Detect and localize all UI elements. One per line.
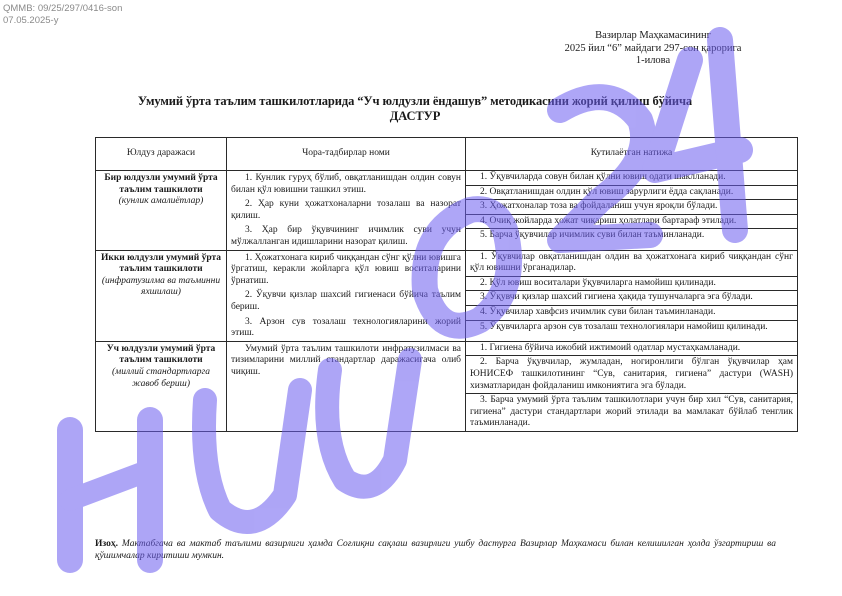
level-cell [96, 171, 227, 251]
header-measures: Чора-тадбирлар номи [227, 138, 466, 171]
measure-item: 3. Ҳар бир ўқувчининг ичимлик суви учун мўлжалланган идишларини назорат қилиш. [231, 225, 461, 247]
table-header-row [96, 138, 798, 171]
outcome-item: 2. Қўл ювиш воситалари ўқувчиларга намойиш қилинади. [466, 277, 797, 292]
measure-item: 2. Ҳар куни ҳожатхоналарни тозалаш ва назорат қилиш. [231, 199, 461, 221]
outcome-item: 4. Очиқ жойларда ҳожат чиқариш ҳолатлари бартараф этилади. [466, 215, 797, 230]
outcome-item: 5. Барча ўқувчилар ичимлик суви билан таъминланади. [480, 230, 705, 241]
table-row-one-star [96, 171, 798, 251]
stamp-line-1: QMMB: 09/25/297/0416-son [3, 3, 123, 14]
header-level: Юлдуз даражаси [96, 138, 227, 171]
level-name: Бир юлдузли умумий ўрта таълим ташкилоти [104, 173, 218, 195]
measures-cell [227, 250, 466, 341]
measure-item: Умумий ўрта таълим ташкилоти инфратузилмаси ва тизимларини миллий стандартлар даражасигача олиб чиқиш. [231, 343, 461, 377]
approval-line-2: 2025 йил “6” майдаги 297-сон қарорига [564, 42, 742, 54]
level-name: Икки юлдузли умумий ўрта таълим ташкилоти [100, 252, 222, 275]
measures-cell [227, 171, 466, 251]
outcome-item: 1. Ўқувчилар овқатланишдан олдин ва ҳожатхонага кириб чиққандан сўнг қўл ювишни ўрганадилар. [466, 251, 797, 277]
level-cell [96, 341, 227, 431]
outcome-item: 2. Овқатланишдан олдин қўл ювиш зарурлиги ёдда сақланади. [466, 186, 797, 201]
outcome-item: 1. Ўқувчиларда совун билан қўлни ювиш одати шаклланади. [466, 171, 797, 186]
level-note: (кунлик амалиётлар) [118, 196, 204, 207]
measure-item: 2. Ўқувчи қизлар шахсий гигиенаси бўйича таълим бериш. [231, 290, 461, 312]
title-line-2: ДАСТУР [389, 109, 441, 123]
footnote-text: Мактабгача ва мактаб таълими вазирлиги ҳамда Соғлиқни сақлаш вазирлиги ушбу дастурга Вазирлар Маҳкамаси билан келишилган ҳолда ўзгартириш ва қўшимчалар киритиши мумкин. [95, 539, 776, 561]
outcomes-cell [466, 171, 798, 251]
outcomes-cell [466, 250, 798, 341]
table-row-three-star [96, 341, 798, 431]
footnote-label: Изоҳ. [95, 539, 119, 549]
footnote [95, 538, 776, 562]
level-cell [96, 250, 227, 341]
outcome-item: 2. Барча ўқувчилар, жумладан, ногиронлиги бўлган ўқувчилар ҳам ЮНИСЕФ ташкилотининг “Сув, санитария, гигиена” дастури (WASH) хизматларидан фойдаланиш имкониятига эга бўлади. [466, 356, 797, 394]
level-note: (миллий стандартларга жавоб бериш) [111, 366, 211, 389]
measure-item: 3. Арзон сув тозалаш технологияларини жорий этиш. [231, 316, 461, 339]
measures-cell [227, 341, 466, 431]
document-title [60, 94, 770, 124]
outcome-item: 5. Ўқувчиларга арзон сув тозалаш технологиялари намойиш қилинади. [480, 321, 768, 332]
table-row-two-star [96, 250, 798, 341]
outcome-item: 3. Барча умумий ўрта таълим ташкилотлари учун бир хил “Сув, санитария, гигиена” дастури стандартлари жорий этилади ва мамлакат бўйлаб тенглик таъминланади. [470, 395, 793, 429]
measure-item: 1. Кунлик гуруҳ бўлиб, овқатланишдан олдин совун билан қўл ювишни ташкил этиш. [231, 173, 461, 195]
watermark-stroke [70, 470, 150, 500]
header-outcomes: Кутилаётган натижа [466, 138, 798, 171]
registration-stamp [3, 3, 122, 27]
outcomes-cell [466, 341, 798, 431]
program-table [95, 137, 798, 432]
stamp-line-2: 07.05.2025-y [3, 15, 59, 26]
outcome-item: 4. Ўқувчилар хавфсиз ичимлик суви билан таъминланади. [466, 306, 797, 321]
approval-line-3: 1-илова [635, 55, 671, 66]
approval-block [548, 30, 758, 68]
approval-line-1: Вазирлар Маҳкамасининг [595, 30, 711, 41]
measure-item: 1. Ҳожатхонага кириб чиққандан сўнг қўлни ювишга ўргатиш, керакли жойларга қўл ювиш воситаларини ўрнатиш. [231, 252, 461, 286]
level-name: Уч юлдузли умумий ўрта таълим ташкилоти [106, 343, 216, 366]
outcome-item: 3. Ўқувчи қизлар шахсий гигиена ҳақида тушунчаларга эга бўлади. [466, 291, 797, 306]
outcome-item: 3. Ҳожатхоналар тоза ва фойдаланиш учун яроқли бўлади. [466, 200, 797, 215]
title-line-1: Умумий ўрта таълим ташкилотларида “Уч юлдузли ёндашув” методикасини жорий қилиш бўйича [137, 94, 693, 108]
level-note: (инфратузилма ва таъминни яхшилаш) [101, 275, 221, 298]
outcome-item: 1. Гигиена бўйича ижобий ижтимоий одатлар мустаҳкамланади. [466, 342, 797, 357]
